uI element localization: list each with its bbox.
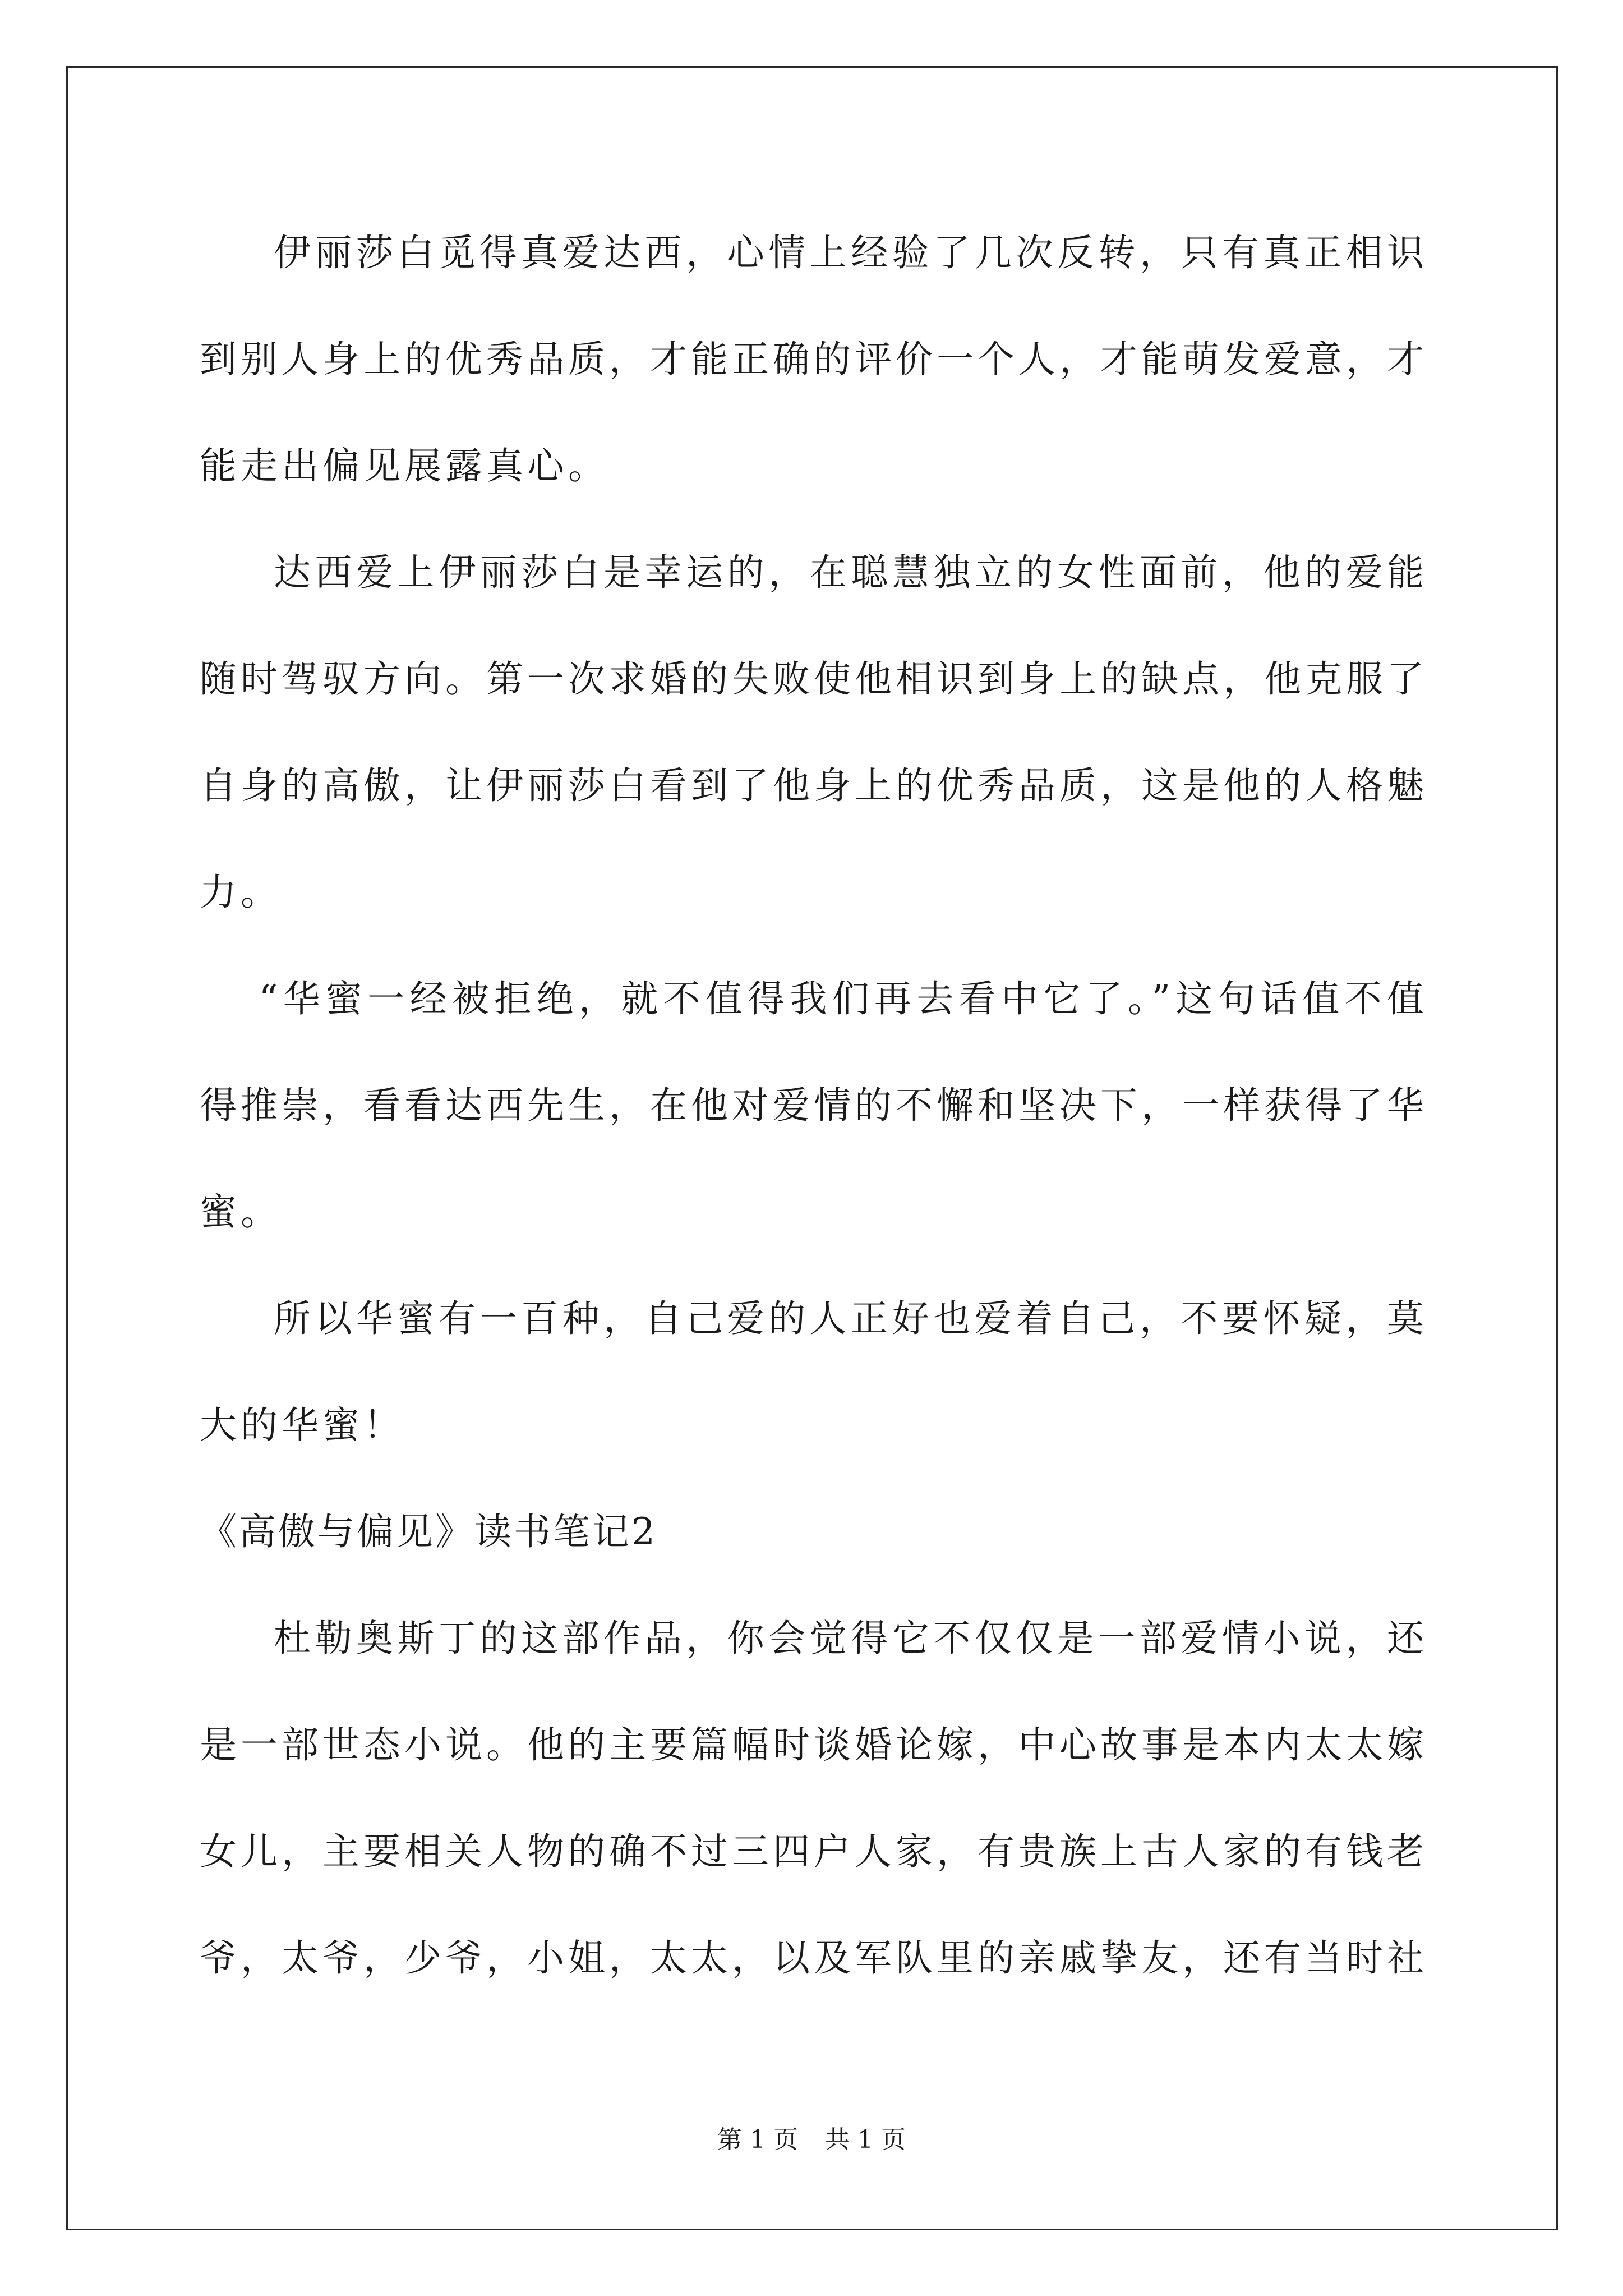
page-number: 第 1 页 [717,2125,798,2154]
paragraph-2: 达西爱上伊丽莎白是幸运的，在聪慧独立的女性面前，他的爱能随时驾驭方向。第一次求婚的失败使他相识到身上的缺点，他克服了自身的高傲，让伊丽莎白看到了他身上的优秀品质，这是他的人格魅力。 [200,551,1428,914]
page-footer [0,2123,1623,2157]
paragraph-3: “华蜜一经被拒绝，就不值得我们再去看中它了。”这句话值不值得推崇，看看达西先生，在他对爱情的不懈和坚决下，一样获得了华蜜。 [200,977,1428,1234]
paragraph-4: 所以华蜜有一百种，自己爱的人正好也爱着自己，不要怀疑，莫大的华蜜！ [200,1297,1428,1447]
document-body [200,200,1428,2012]
paragraph-5: 杜勒奥斯丁的这部作品，你会觉得它不仅仅是一部爱情小说，还是一部世态小说。他的主要篇幅时谈婚论嫁，中心故事是本内太太嫁女儿，主要相关人物的确不过三四户人家，有贵族上古人家的有钱老爷，太爷，少爷，小姐，太太，以及军队里的亲戚挚友，还有当时社 [200,1617,1428,1980]
section-heading: 《高傲与偏见》读书笔记2 [200,1510,657,1553]
page-total: 共 1 页 [825,2125,906,2154]
paragraph-1: 伊丽莎白觅得真爱达西，心情上经验了几次反转，只有真正相识到别人身上的优秀品质，才能正确的评价一个人，才能萌发爱意，才能走出偏见展露真心。 [200,231,1428,487]
